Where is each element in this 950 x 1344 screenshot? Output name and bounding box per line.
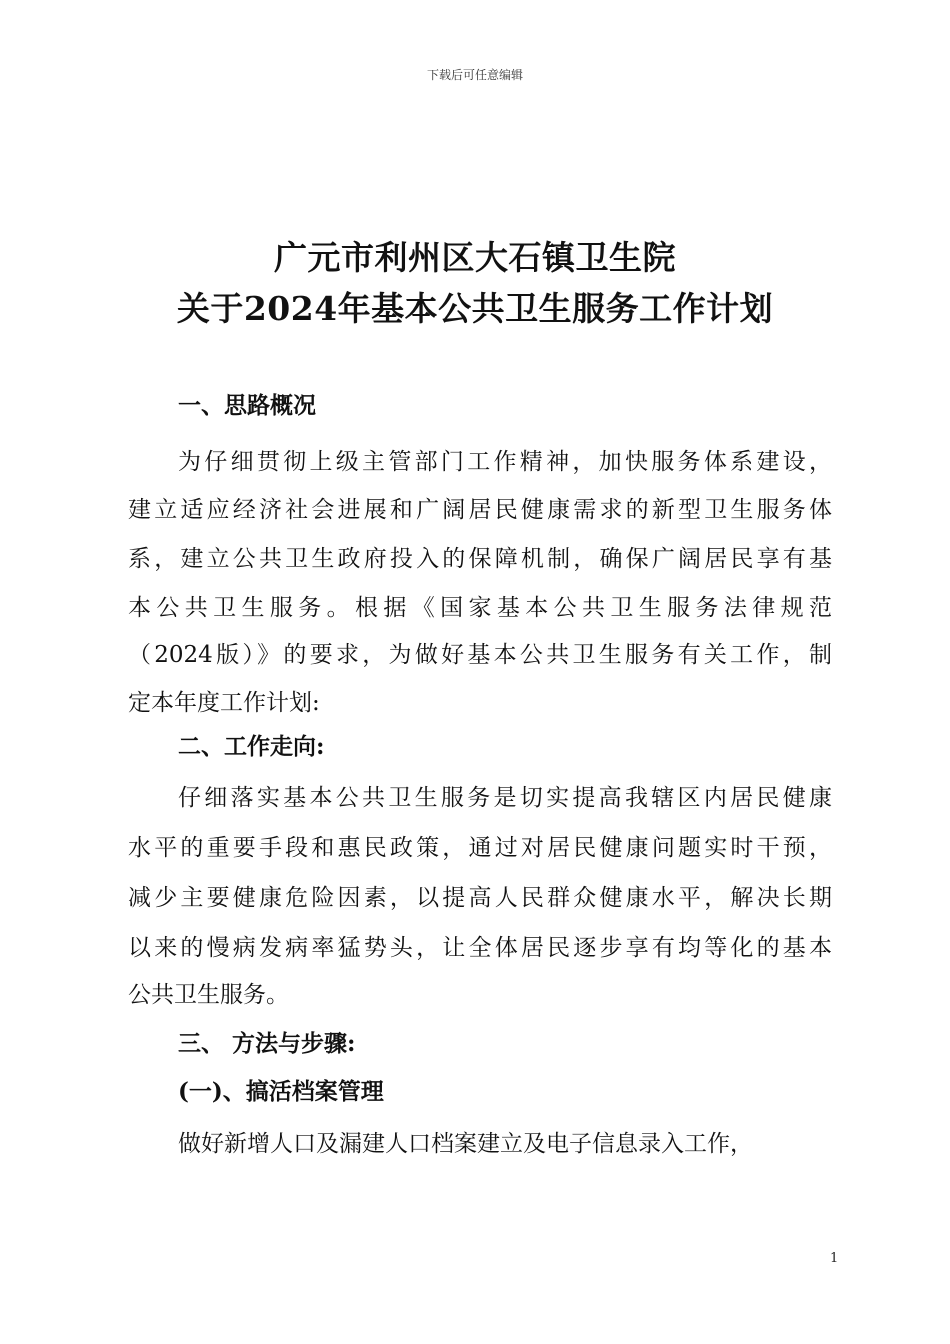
document-title-line-1: 广元市利州区大石镇卫生院: [274, 238, 676, 277]
paragraph-line: 公共卫生服务。: [128, 982, 289, 1008]
paragraph-line: 系，建立公共卫生政府投入的保障机制，确保广阔居民享有基: [128, 546, 832, 572]
section-3-heading: 三、 方法与步骤:: [178, 1030, 356, 1057]
paragraph-line: （2024版）》的要求，为做好基本公共卫生服务有关工作，制: [128, 642, 832, 668]
paragraph-line: 仔细落实基本公共卫生服务是切实提高我辖区内居民健康: [178, 785, 832, 811]
paragraph-line: 本公共卫生服务。根据《国家基本公共卫生服务法律规范: [128, 595, 832, 621]
paragraph-line: 做好新增人口及漏建人口档案建立及电子信息录入工作，: [178, 1131, 753, 1157]
paragraph-line: 水平的重要手段和惠民政策，通过对居民健康问题实时干预，: [128, 835, 832, 861]
page-number: 1: [830, 1251, 839, 1266]
paragraph-line: 减少主要健康危险因素，以提高人民群众健康水平，解决长期: [128, 885, 832, 911]
paragraph-line: 以来的慢病发病率猛势头，让全体居民逐步享有均等化的基本: [128, 935, 832, 961]
paragraph-line: 建立适应经济社会进展和广阔居民健康需求的新型卫生服务体: [128, 497, 832, 523]
subsection-3-1-heading: (一)、搞活档案管理: [178, 1078, 384, 1105]
paragraph-line: 为仔细贯彻上级主管部门工作精神，加快服务体系建设，: [178, 449, 832, 475]
section-2-heading: 二、工作走向:: [178, 733, 325, 760]
section-1-heading: 一、思路概况: [178, 392, 316, 419]
header-note: 下载后可任意编辑: [426, 68, 523, 82]
paragraph-line: 定本年度工作计划:: [128, 690, 320, 716]
document-title-line-2: 关于2024年基本公共卫生服务工作计划: [176, 289, 774, 328]
